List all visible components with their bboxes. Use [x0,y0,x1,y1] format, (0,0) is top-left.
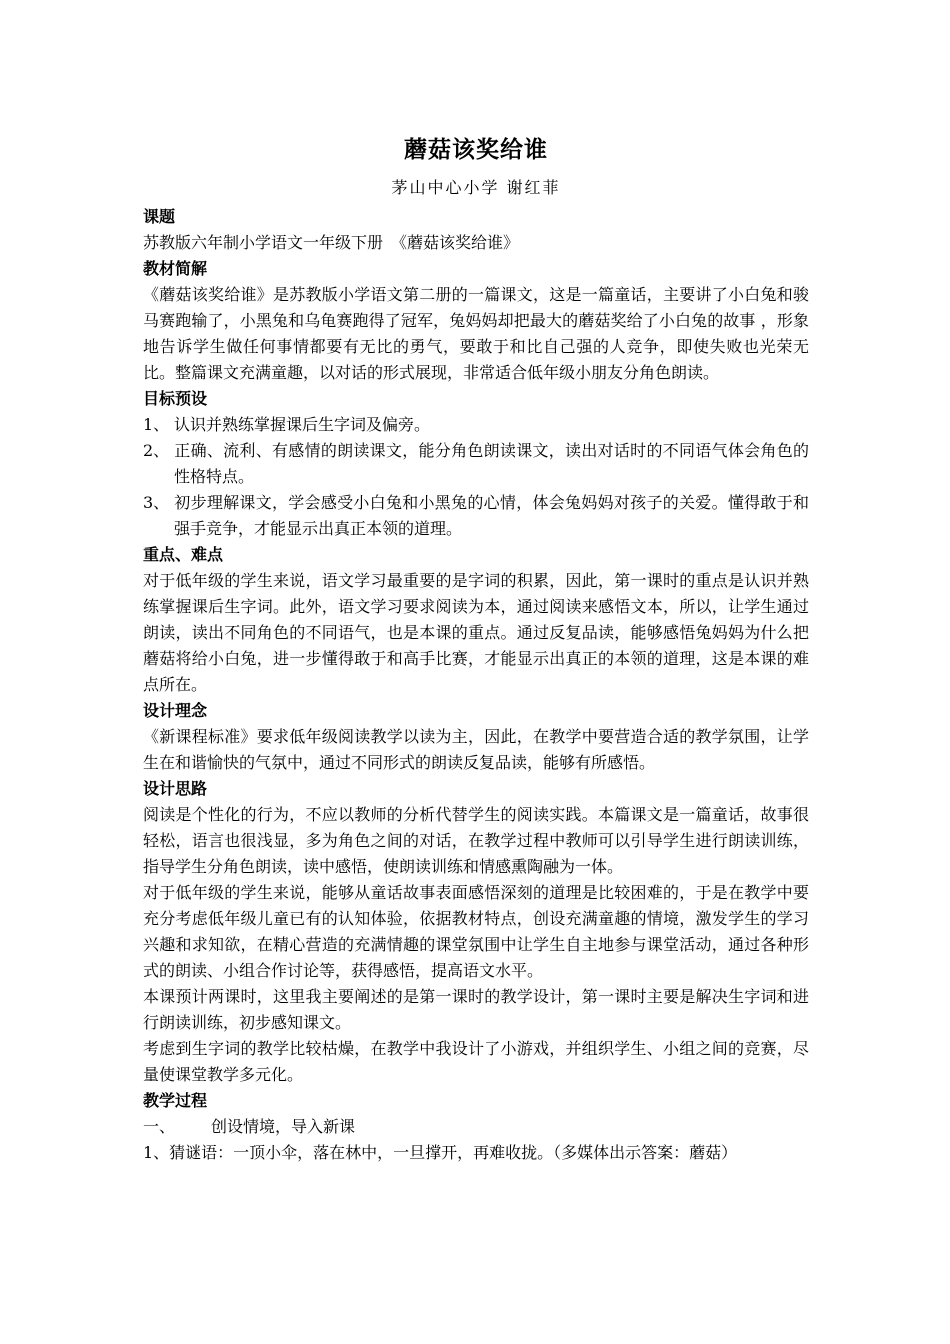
process-step-item: 1、猜谜语：一顶小伞，落在林中，一旦撑开，再难收拢。（多媒体出示答案：蘑菇） [143,1143,738,1162]
section-heading-focus: 重点、难点 [143,545,224,564]
section-heading-process: 教学过程 [143,1091,208,1110]
goal-text: 正确、流利、有感情的朗读课文，能分角色朗读课文，读出对话时的不同语气体会角色的性格特点。 [174,441,809,486]
goal-number: 2、 [143,441,170,460]
thinking-paragraph: 阅读是个性化的行为，不应以教师的分析代替学生的阅读实践。本篇课文是一篇童话，故事很轻松，语言也很浅显，多为角色之间的对话，在教学过程中教师可以引导学生进行朗读训练，指导学生分角色朗读，读中感悟，使朗读训练和情感熏陶融为一体。 [143,805,809,876]
goal-item [143,490,809,542]
goal-number: 3、 [143,493,170,512]
section-heading-goals: 目标预设 [143,389,208,408]
goal-number: 1、 [143,415,170,434]
goal-text: 认识并熟练掌握课后生字词及偏旁。 [174,415,431,434]
step-text: 创设情境，导入新课 [211,1117,356,1136]
document-body [143,134,809,1166]
section-text-topic: 苏教版六年制小学语文一年级下册 《蘑菇该奖给谁》 [143,233,520,252]
thinking-paragraph: 考虑到生字词的教学比较枯燥，在教学中我设计了小游戏，并组织学生、小组之间的竞赛，尽量使课堂教学多元化。 [143,1039,809,1084]
goal-item [143,412,809,438]
thinking-paragraph: 对于低年级的学生来说，能够从童话故事表面感悟深刻的道理是比较困难的，于是在教学中要充分考虑低年级儿童已有的认知体验，依据教材特点，创设充满童趣的情境，激发学生的学习兴趣和求知欲，在精心营造的充满情趣的课堂氛围中让学生自主地参与课堂活动，通过各种形式的朗读、小组合作讨论等，获得感悟，提高语文水平。 [143,883,809,980]
process-step [143,1114,809,1140]
section-heading-material: 教材简解 [143,259,208,278]
section-heading-concept: 设计理念 [143,701,208,720]
document-author: 茅山中心小学 谢红菲 [391,178,561,197]
goal-item [143,438,809,490]
step-number: 一、 [143,1117,176,1136]
section-text-material: 《蘑菇该奖给谁》是苏教版小学语文第二册的一篇课文，这是一篇童话，主要讲了小白兔和骏马赛跑输了，小黑兔和乌龟赛跑得了冠军，兔妈妈却把最大的蘑菇奖给了小白兔的故事 ，形象地告诉学生做任何事情都要有无比的勇气，要敢于和比自己强的人竞争，即使失败也光荣无比。整篇课文充满童趣，以对话的形式展现，非常适合低年级小朋友分角色朗读。 [143,285,809,382]
section-text-focus: 对于低年级的学生来说，语文学习最重要的是字词的积累，因此，第一课时的重点是认识并熟练掌握课后生字词。此外，语文学习要求阅读为本，通过阅读来感悟文本，所以，让学生通过朗读，读出不同角色的不同语气，也是本课的重点。通过反复品读，能够感悟兔妈妈为什么把蘑菇将给小白兔，进一步懂得敢于和高手比赛，才能显示出真正的本领的道理，这是本课的难点所在。 [143,571,809,694]
goal-text: 初步理解课文，学会感受小白兔和小黑兔的心情，体会兔妈妈对孩子的关爱。懂得敢于和强手竞争，才能显示出真正本领的道理。 [174,493,809,538]
section-text-concept: 《新课程标准》要求低年级阅读教学以读为主，因此，在教学中要营造合适的教学氛围，让学生在和谐愉快的气氛中，通过不同形式的朗读反复品读，能够有所感悟。 [143,727,809,772]
section-heading-topic: 课题 [143,207,176,226]
section-heading-thinking: 设计思路 [143,779,208,798]
thinking-paragraph: 本课预计两课时，这里我主要阐述的是第一课时的教学设计，第一课时主要是解决生字词和进行朗读训练，初步感知课文。 [143,987,809,1032]
document-title: 蘑菇该奖给谁 [404,136,548,163]
